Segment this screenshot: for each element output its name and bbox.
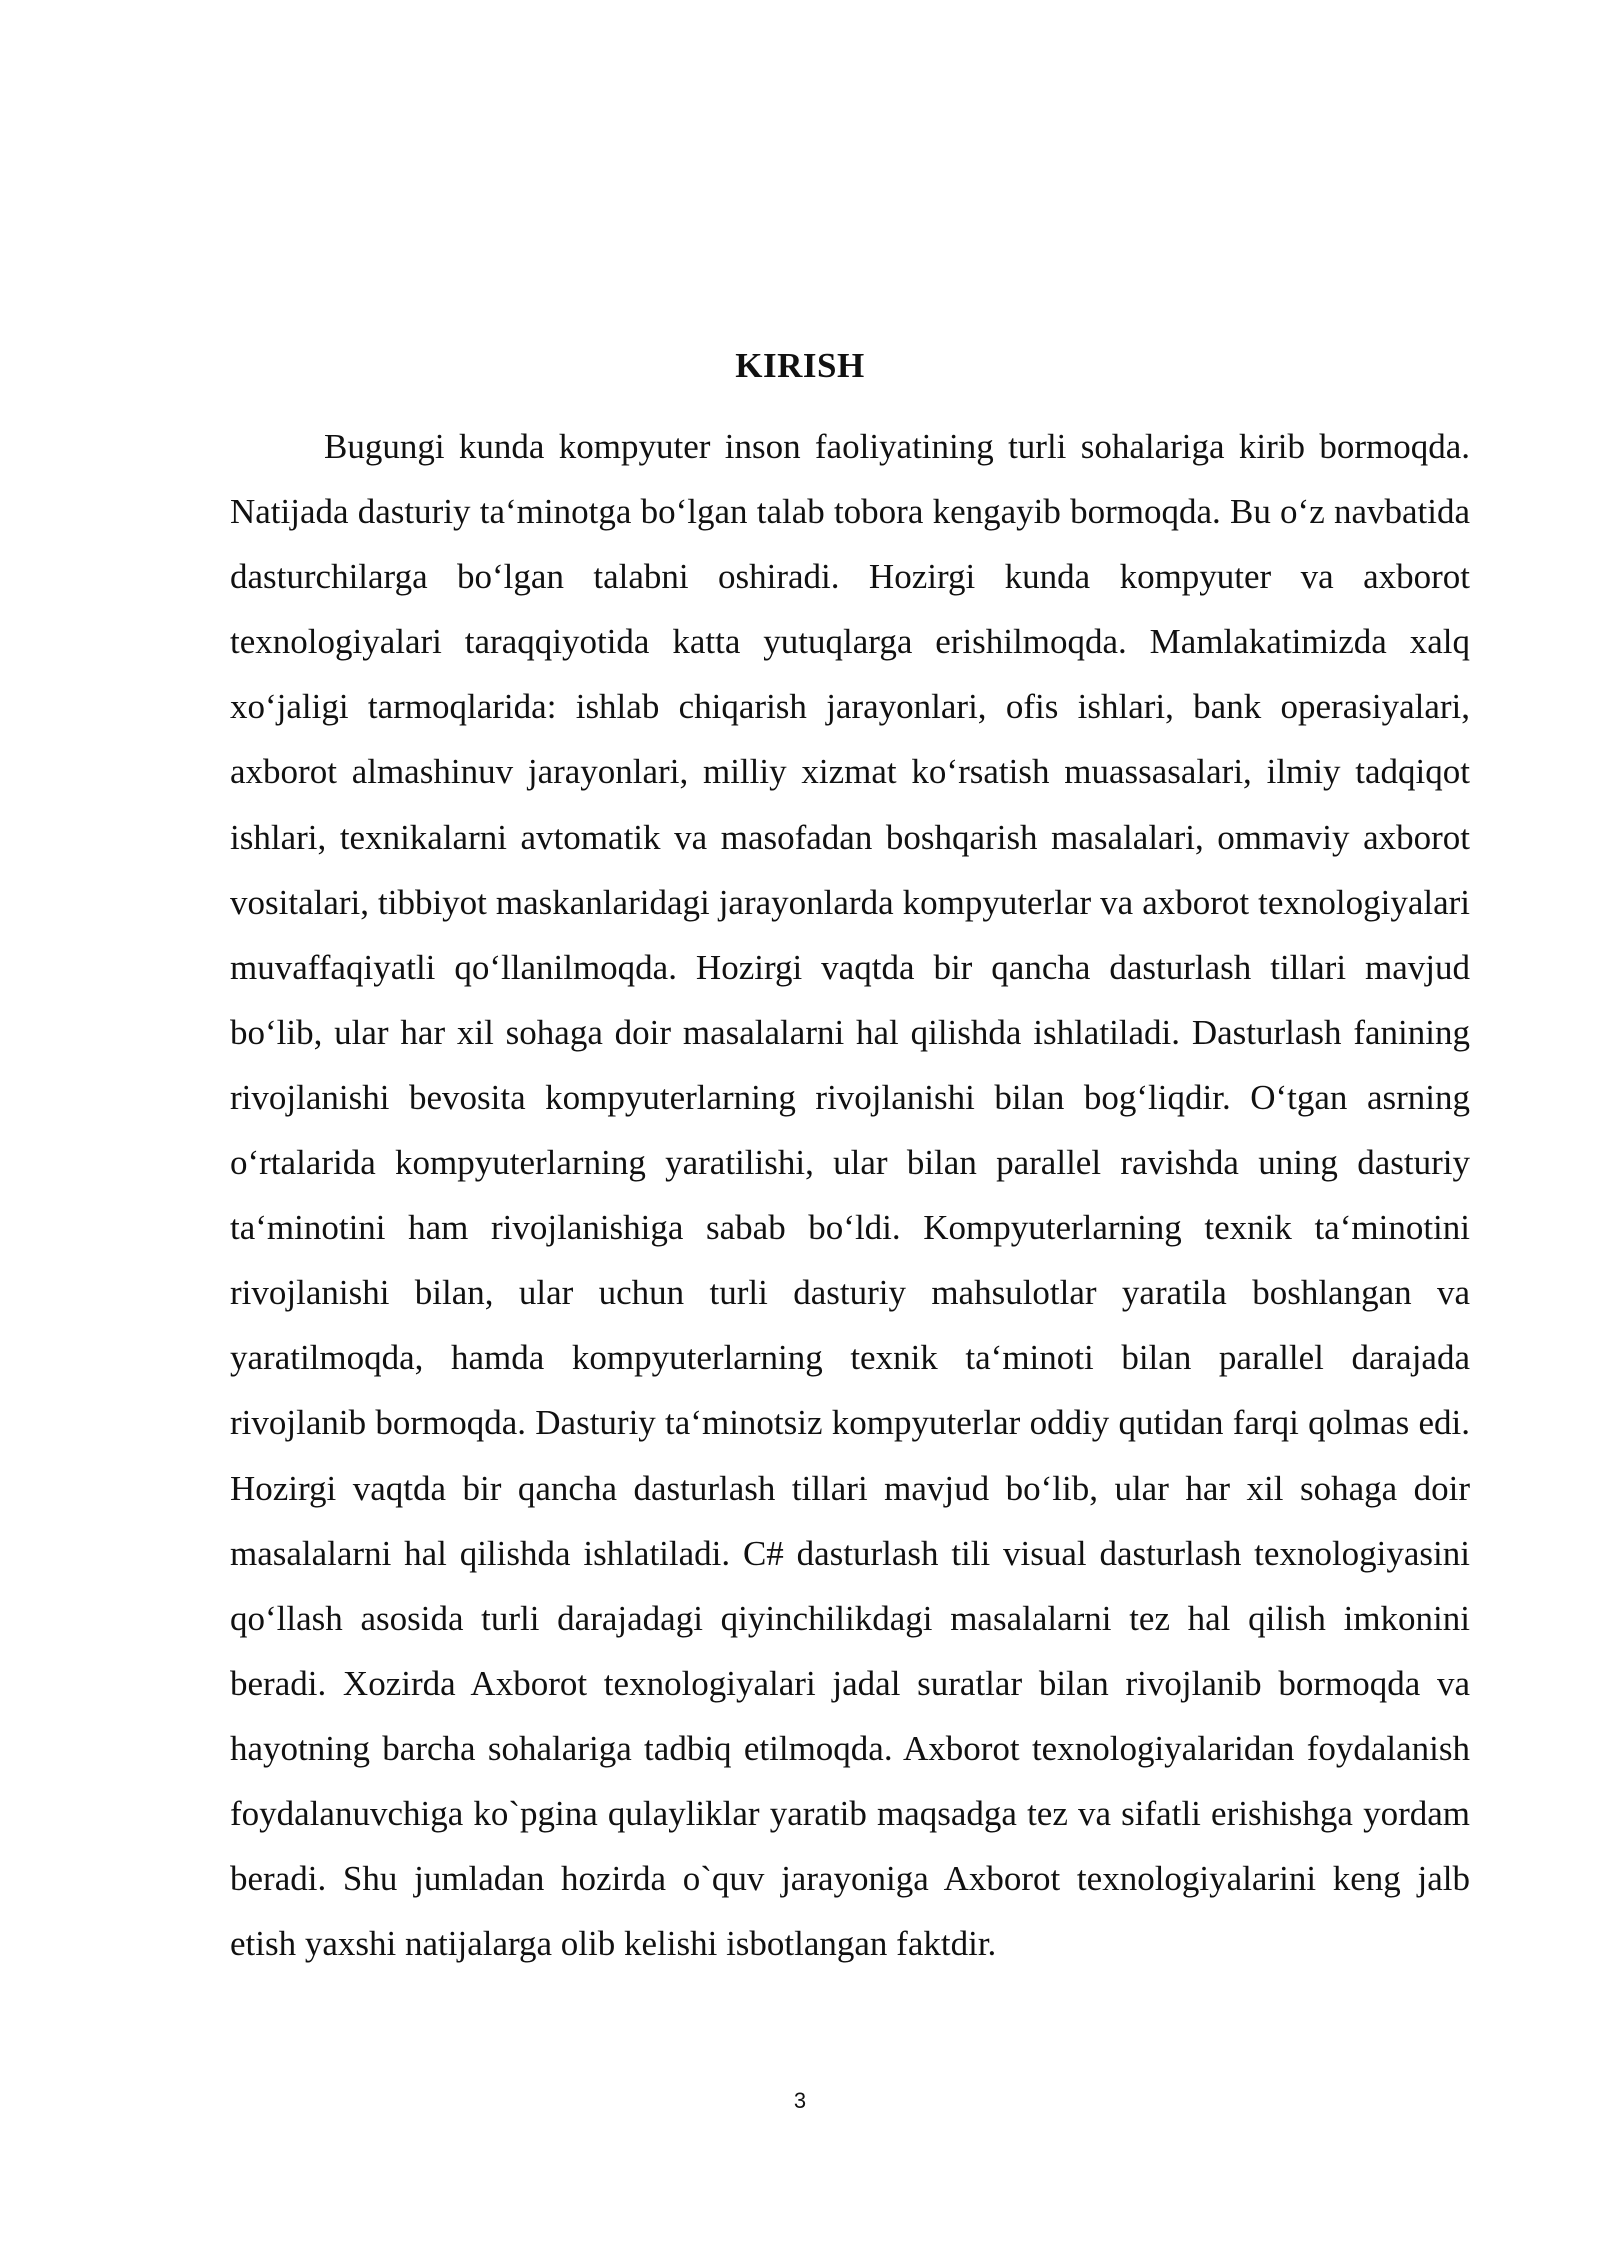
page-number: 3 bbox=[793, 2088, 807, 2113]
section-heading: KIRISH bbox=[735, 346, 865, 385]
body-paragraph: Bugungi kunda kompyuter inson faoliyatining turli sohalariga kirib bormoqda. Natijada dasturiy ta‘minotga bo‘lgan talab tobora kengayib bormoqda. Bu o‘z navbatida dasturchilarga bo‘lgan talabni oshiradi. Hozirgi kunda kompyuter va axborot texnologiyalari taraqqiyotida katta yutuqlarga erishilmoqda. Mamlakatimizda xalq xo‘jaligi tarmoqlarida: ishlab chiqarish jarayonlari, ofis ishlari, bank operasiyalari, axborot almashinuv jarayonlari, milliy xizmat ko‘rsatish muassasalari, ilmiy tadqiqot ishlari, texnikalarni avtomatik va masofadan boshqarish masalalari, ommaviy axborot vositalari, tibbiyot maskanlaridagi jarayonlarda kompyuterlar va axborot texnologiyalari muvaffaqiyatli qo‘llanilmoqda. Hozirgi vaqtda bir qancha dasturlash tillari mavjud bo‘lib, ular har xil sohaga doir masalalarni hal qilishda ishlatiladi. Dasturlash fanining rivojlanishi bevosita kompyuterlarning rivojlanishi bilan bog‘liqdir. O‘tgan asrning o‘rtalarida kompyuterlarning yaratilishi, ular bilan parallel ravishda uning dasturiy ta‘minotini ham rivojlanishiga sabab bo‘ldi. Kompyuterlarning texnik ta‘minotini rivojlanishi bilan, ular uchun turli dasturiy mahsulotlar yaratila boshlangan va yaratilmoqda, hamda kompyuterlarning texnik ta‘minoti bilan parallel darajada rivojlanib bormoqda. Dasturiy ta‘minotsiz kompyuterlar oddiy qutidan farqi qolmas edi. Hozirgi vaqtda bir qancha dasturlash tillari mavjud bo‘lib, ular har xil sohaga doir masalalarni hal qilishda ishlatiladi. C# dasturlash tili visual dasturlash texnologiyasini qo‘llash asosida turli darajadagi qiyinchilikdagi masalalarni tez hal qilish imkonini beradi. Xozirda Axborot texnologiyalari jadal suratlar bilan rivojlanib bormoqda va hayotning barcha sohalariga tadbiq etilmoqda. Axborot texnologiyalaridan foydalanish foydalanuvchiga ko`pgina qulayliklar yaratib maqsadga tez va sifatli erishishga yordam beradi. Shu jumladan hozirda o`quv jarayoniga Axborot texnologiyalarini keng jalb etish yaxshi natijalarga olib kelishi isbotlangan faktdir. bbox=[230, 427, 1470, 1964]
